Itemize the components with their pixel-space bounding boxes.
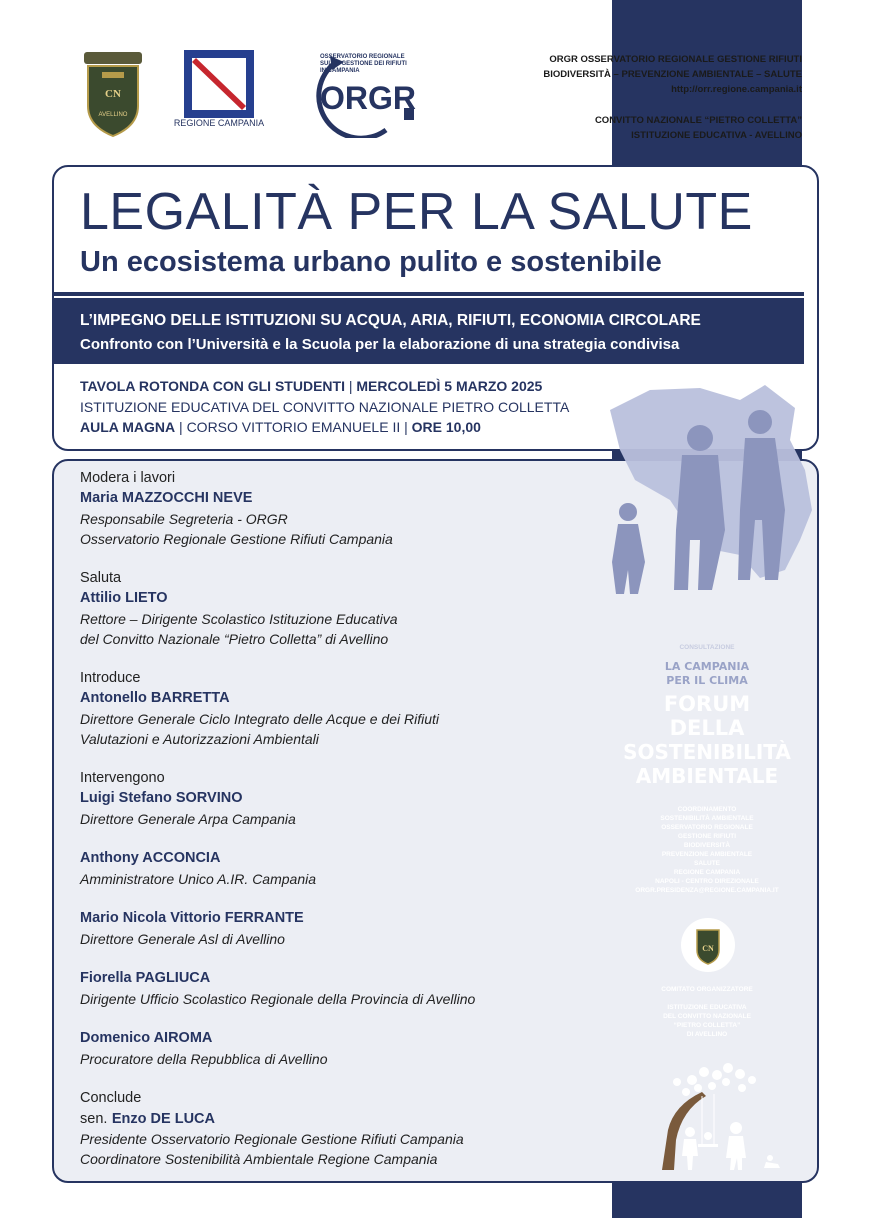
- speaker-lieto-desc-1: Rettore – Dirigente Scolastico Istituzione Educativa: [80, 611, 398, 627]
- family-map-illustration: [590, 380, 820, 600]
- header-topics-line: BIODIVERSITÀ – PREVENZIONE AMBIENTALE – SALUTE: [543, 69, 802, 80]
- event-line-1: TAVOLA ROTONDA CON GLI STUDENTI | MERCOLEDÌ 5 MARZO 2025: [80, 378, 543, 394]
- speaker-ferrante: Mario Nicola Vittorio FERRANTE: [80, 910, 304, 926]
- side-coord-8: REGIONE CAMPANIA: [673, 869, 741, 876]
- speaker-pagliuca: Fiorella PAGLIUCA: [80, 970, 211, 986]
- role-conclude: Conclude: [80, 1090, 142, 1106]
- tree-family-illustration: [632, 1060, 792, 1175]
- orgr-wordmark: ORGR: [320, 80, 416, 116]
- header-org-line: ORGR OSSERVATORIO REGIONALE GESTIONE RIFIUTI: [549, 54, 802, 65]
- side-coord-4: GESTIONE RIFIUTI: [677, 833, 737, 840]
- speaker-mazzocchi-desc-2: Osservatorio Regionale Gestione Rifiuti Campania: [80, 531, 393, 547]
- side-forum-4: AMBIENTALE: [635, 764, 779, 788]
- speaker-barretta-desc-1: Direttore Generale Ciclo Integrato delle Acque e dei Rifiuti: [80, 711, 440, 727]
- regione-campania-label: REGIONE CAMPANIA: [173, 118, 265, 128]
- speaker-acconcia-desc: Amministratore Unico A.IR. Campania: [80, 871, 317, 887]
- event-line-2: ISTITUZIONE EDUCATIVA DEL CONVITTO NAZIONALE PIETRO COLLETTA: [80, 399, 570, 415]
- side-ist-1: ISTITUZIONE EDUCATIVA: [667, 1004, 747, 1011]
- orgr-small-text: OSSERVATORIO REGIONALE SULLA GESTIONE DEI RIFIUTI IN CAMPANIA: [320, 54, 407, 74]
- speaker-lieto-desc-2: del Convitto Nazionale “Pietro Colletta” di Avellino: [80, 631, 389, 647]
- side-forum-2: DELLA: [669, 716, 745, 740]
- svg-text:AVELLINO: AVELLINO: [98, 112, 128, 118]
- page-title: LEGALITÀ PER LA SALUTE: [80, 183, 753, 241]
- side-forum-3: SOSTENIBILITÀ: [623, 740, 791, 764]
- speaker-sorvino: Luigi Stefano SORVINO: [80, 790, 243, 806]
- side-coord-6: PREVENZIONE AMBIENTALE: [661, 851, 753, 858]
- theme-line-1: L’IMPEGNO DELLE ISTITUZIONI SU ACQUA, ARIA, RIFIUTI, ECONOMIA CIRCOLARE: [80, 312, 701, 329]
- regione-campania-logo: [172, 48, 266, 138]
- speaker-sorvino-desc: Direttore Generale Arpa Campania: [80, 811, 296, 827]
- side-coord-7: SALUTE: [694, 860, 720, 867]
- role-modera: Modera i lavori: [80, 470, 176, 486]
- svg-text:CN: CN: [105, 88, 121, 100]
- speaker-barretta: Antonello BARRETTA: [80, 690, 230, 706]
- page-subtitle: Un ecosistema urbano pulito e sostenibile: [80, 246, 662, 278]
- speaker-airoma-desc: Procuratore della Repubblica di Avellino: [80, 1051, 328, 1067]
- event-line-3: AULA MAGNA | CORSO VITTORIO EMANUELE II | ORE 10,00: [80, 419, 481, 435]
- side-ist-2: DEL CONVITTO NAZIONALE: [663, 1013, 751, 1020]
- svg-text:CN: CN: [702, 944, 714, 953]
- speaker-lieto: Attilio LIETO: [80, 590, 168, 606]
- side-consultazione: CONSULTAZIONE: [679, 644, 735, 651]
- side-comitato: COMITATO ORGANIZZATORE: [661, 986, 753, 993]
- side-campania-1: LA CAMPANIA: [664, 660, 750, 673]
- convitto-logo: [82, 50, 144, 138]
- side-email[interactable]: ORGR.PRESIDENZA@REGIONE.CAMPANIA.IT: [635, 887, 779, 894]
- speaker-deluca-desc-2: Coordinatore Sostenibilità Ambientale Regione Campania: [80, 1151, 438, 1167]
- side-ist-4: DI AVELLINO: [686, 1031, 728, 1038]
- header-url-link[interactable]: http://orr.regione.campania.it: [671, 84, 802, 95]
- side-convitto-badge: [681, 918, 735, 972]
- speaker-deluca-prefix: sen.: [80, 1111, 108, 1127]
- orgr-logo: [300, 52, 420, 138]
- side-coord-9: NAPOLI - CENTRO DIREZIONALE: [655, 878, 759, 885]
- side-coord-2: SOSTENIBILITÀ AMBIENTALE: [660, 815, 754, 822]
- role-saluta: Saluta: [80, 570, 122, 586]
- speaker-pagliuca-desc: Dirigente Ufficio Scolastico Regionale della Provincia di Avellino: [80, 991, 476, 1007]
- role-intervengono: Intervengono: [80, 770, 165, 786]
- role-introduce: Introduce: [80, 670, 141, 686]
- speaker-deluca-desc-1: Presidente Osservatorio Regionale Gestione Rifiuti Campania: [80, 1131, 464, 1147]
- side-coord-1: COORDINAMENTO: [677, 806, 737, 813]
- theme-line-2: Confronto con l’Università e la Scuola per la elaborazione di una strategia condivisa: [80, 336, 680, 353]
- speaker-airoma: Domenico AIROMA: [80, 1030, 213, 1046]
- speaker-barretta-desc-2: Valutazioni e Autorizzazioni Ambientali: [80, 731, 319, 747]
- header-convitto-line: CONVITTO NAZIONALE “PIETRO COLLETTA”: [594, 115, 802, 126]
- speaker-mazzocchi: Maria MAZZOCCHI NEVE: [80, 490, 253, 506]
- speaker-ferrante-desc: Direttore Generale Asl di Avellino: [80, 931, 285, 947]
- speaker-mazzocchi-desc-1: Responsabile Segreteria - ORGR: [80, 511, 288, 527]
- speaker-deluca-line: [80, 1110, 215, 1128]
- side-coord-5: BIODIVERSITÀ: [683, 842, 731, 849]
- side-coord-3: OSSERVATORIO REGIONALE: [661, 824, 753, 831]
- header-istituzione-line: ISTITUZIONE EDUCATIVA - AVELLINO: [631, 130, 802, 141]
- side-campania-2: PER IL CLIMA: [666, 674, 748, 687]
- speaker-acconcia: Anthony ACCONCIA: [80, 850, 221, 866]
- band-divider: [54, 296, 804, 298]
- speaker-deluca: Enzo DE LUCA: [111, 1111, 215, 1127]
- side-forum-1: FORUM: [663, 692, 751, 716]
- side-ist-3: “PIETRO COLLETTA”: [673, 1022, 741, 1029]
